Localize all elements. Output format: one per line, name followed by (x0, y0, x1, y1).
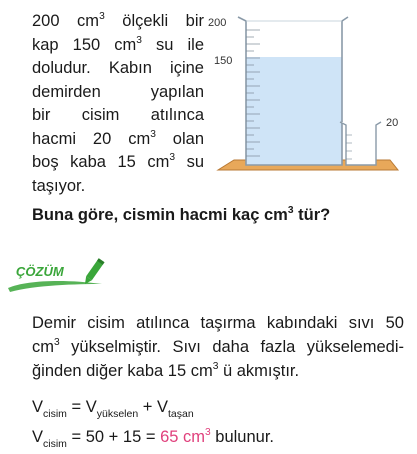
problem-line-5: bir cisim atılınca (32, 106, 204, 124)
question: Buna göre, cismin hacmi kaç $cm^3$ tür? (32, 205, 331, 224)
solution-line-2: $cm^3$ yükselmiştir. Sıvı daha fazla yükselemedi- (32, 337, 404, 356)
problem-statement (32, 10, 204, 198)
problem-line-8: taşıyor. (32, 176, 86, 195)
problem-line-3: doludur. Kabın içine (32, 59, 204, 77)
beaker-figure (206, 10, 412, 182)
solution-badge-label: ÇÖZÜM (16, 264, 64, 279)
beaker-label-150: 150 (214, 55, 233, 67)
small-beaker-label-20: 20 (386, 117, 399, 129)
problem-line-6: hacmi 20 $cm^3$ olan (32, 128, 205, 148)
problem-line-7: boş kaba 15 $cm^3$ su (32, 152, 204, 171)
solution-line-3: ğinden diğer kaba 15 $cm^3$ ü akmıştır. (32, 361, 300, 380)
problem-line-2: kap 150 $cm^3$ su ile (32, 34, 204, 54)
badge-swoosh (8, 281, 102, 292)
problem-line-4: demirden yapılan (32, 82, 204, 101)
beaker-label-200: 200 (208, 17, 227, 29)
solution-line-1: Demir cisim atılınca taşırma kabındaki sıvı 50 (32, 314, 404, 332)
solution-explanation (32, 311, 404, 383)
formula-result: $V_{cisim} = 50 + 15 = 65$ $cm^3$ bulunur. (32, 427, 274, 450)
pencil-icon (82, 258, 104, 286)
problem-line-1: 200 $cm^3$ ölçekli bir (32, 11, 205, 30)
small-beaker (340, 122, 381, 165)
answer-value: 65 $cm^3$ (160, 427, 211, 446)
large-beaker-water (246, 57, 342, 165)
solution-badge (6, 254, 116, 294)
formula-volume-sum: $V_{cisim} = V_{yükselen} + V_{taşan}$ (32, 398, 194, 420)
